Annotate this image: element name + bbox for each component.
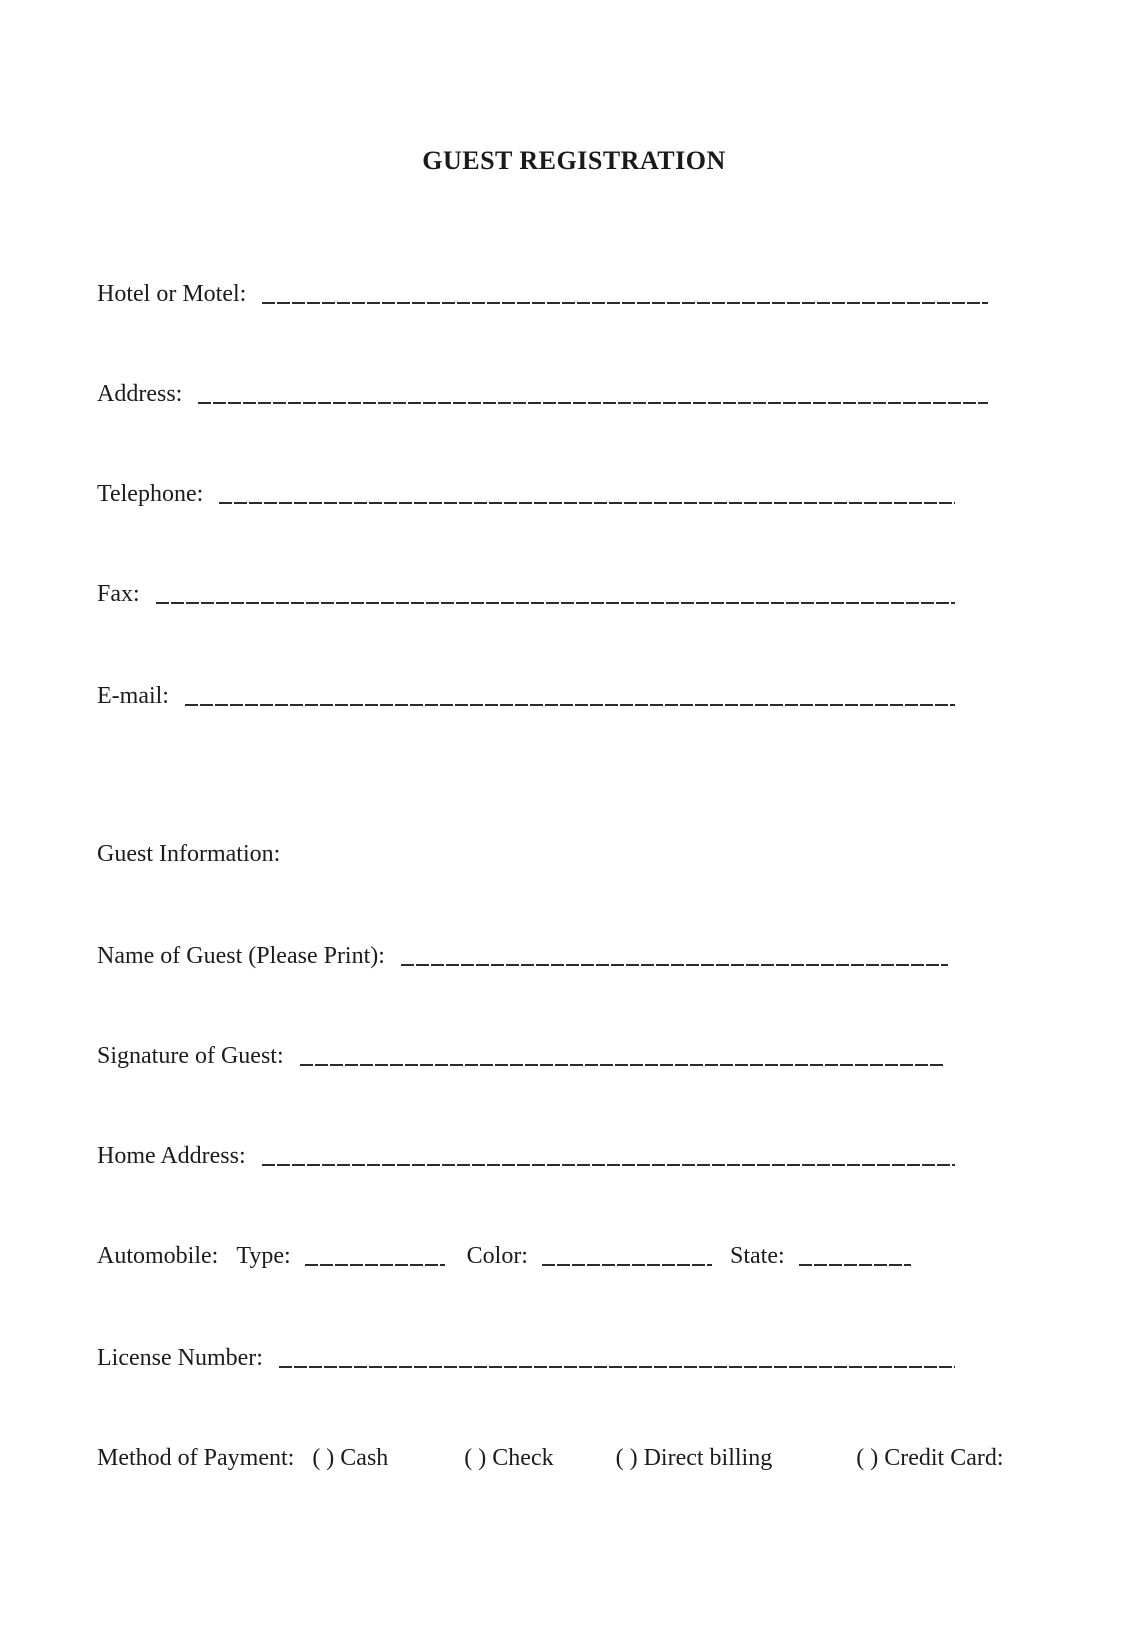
automobile-label: Automobile: xyxy=(97,1243,219,1269)
telephone-field-row xyxy=(97,478,955,508)
address-label: Address: xyxy=(97,381,183,407)
hotel-label: Hotel or Motel: xyxy=(97,281,247,307)
automobile-type-label: Type: xyxy=(236,1243,291,1269)
automobile-type-input-line[interactable] xyxy=(305,1264,445,1266)
automobile-field-row xyxy=(97,1240,911,1270)
fax-label: Fax: xyxy=(97,581,140,607)
license-number-label: License Number: xyxy=(97,1345,263,1371)
home-address-field-row xyxy=(97,1140,955,1170)
guest-name-field-row xyxy=(97,940,948,970)
email-field-row xyxy=(97,680,955,710)
home-address-label: Home Address: xyxy=(97,1143,246,1169)
address-field-row xyxy=(97,378,988,408)
page-title: GUEST REGISTRATION xyxy=(422,146,726,175)
hotel-input-line[interactable] xyxy=(262,302,988,304)
payment-option-direct-billing[interactable]: ( ) Direct billing xyxy=(615,1445,773,1471)
home-address-input-line[interactable] xyxy=(262,1164,955,1166)
payment-option-credit-card[interactable]: ( ) Credit Card: xyxy=(856,1445,1004,1471)
guest-name-input-line[interactable] xyxy=(401,964,948,966)
payment-option-check[interactable]: ( ) Check xyxy=(464,1445,554,1471)
license-number-input-line[interactable] xyxy=(279,1366,955,1368)
telephone-input-line[interactable] xyxy=(219,502,955,504)
email-input-line[interactable] xyxy=(185,704,955,706)
automobile-color-input-line[interactable] xyxy=(542,1264,712,1266)
payment-method-row xyxy=(97,1442,1004,1472)
telephone-label: Telephone: xyxy=(97,481,204,507)
signature-input-line[interactable] xyxy=(300,1064,943,1066)
fax-input-line[interactable] xyxy=(156,602,955,604)
payment-option-cash[interactable]: ( ) Cash xyxy=(312,1445,389,1471)
address-input-line[interactable] xyxy=(198,402,988,404)
signature-field-row xyxy=(97,1040,943,1070)
guest-name-label: Name of Guest (Please Print): xyxy=(97,943,385,969)
signature-label: Signature of Guest: xyxy=(97,1043,284,1069)
hotel-field-row xyxy=(97,278,988,308)
fax-field-row xyxy=(97,578,955,608)
guest-information-heading: Guest Information: xyxy=(97,841,281,867)
automobile-color-label: Color: xyxy=(466,1243,528,1269)
email-label: E-mail: xyxy=(97,683,169,709)
license-number-field-row xyxy=(97,1342,955,1372)
payment-method-label: Method of Payment: xyxy=(97,1445,295,1471)
automobile-state-input-line[interactable] xyxy=(799,1264,911,1266)
guest-information-heading-row xyxy=(97,838,280,868)
automobile-state-label: State: xyxy=(729,1243,785,1269)
